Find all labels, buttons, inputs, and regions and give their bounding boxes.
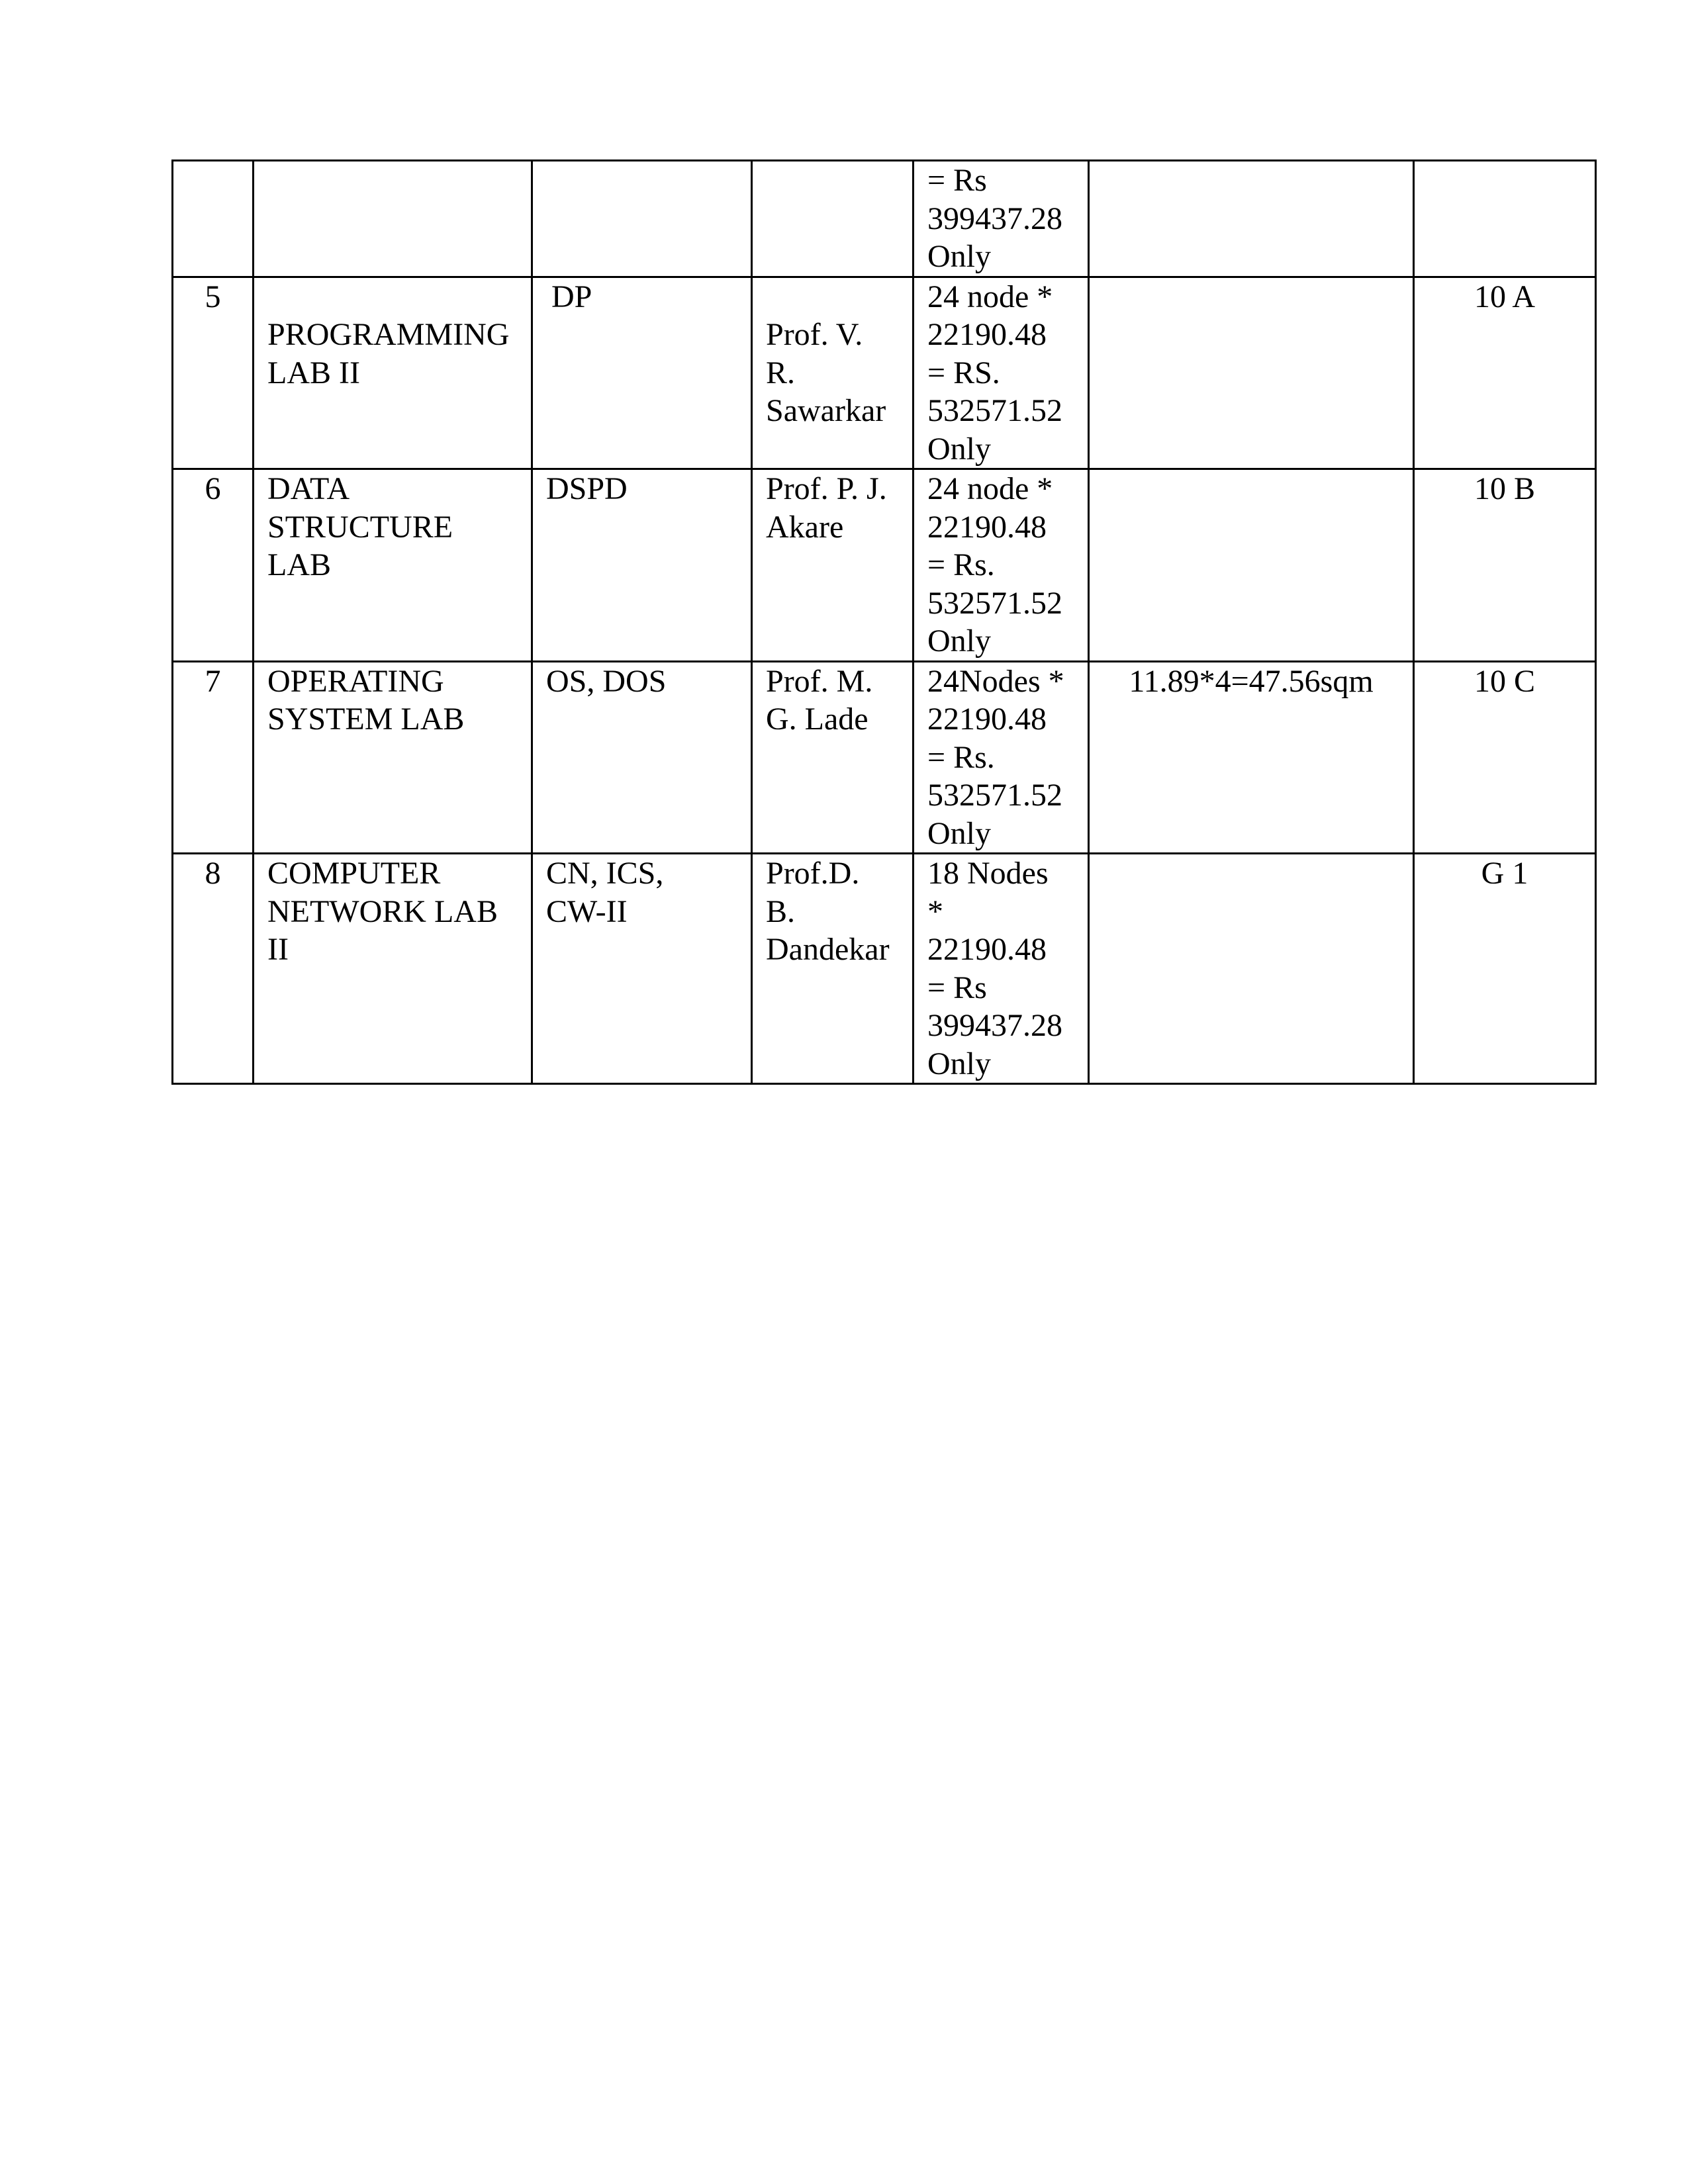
table-row: [173, 854, 1596, 1084]
sr-no-cell: 7: [173, 661, 254, 854]
lab-name-cell: PROGRAMMING LAB II: [254, 277, 532, 469]
subjects-cell: CN, ICS, CW-II: [532, 854, 752, 1084]
area-cell: [1089, 277, 1414, 469]
cost-cell: 18 Nodes * 22190.48 = Rs 399437.28 Only: [914, 854, 1089, 1084]
incharge-cell: [752, 161, 914, 277]
table-row: [173, 277, 1596, 469]
cost-cell: 24Nodes * 22190.48 = Rs. 532571.52 Only: [914, 661, 1089, 854]
table-row: [173, 661, 1596, 854]
table-row: [173, 161, 1596, 277]
lab-name-cell: [254, 161, 532, 277]
room-cell: 10 C: [1414, 661, 1596, 854]
sr-no-cell: [173, 161, 254, 277]
cost-cell: 24 node * 22190.48 = Rs. 532571.52 Only: [914, 469, 1089, 662]
incharge-cell: Prof. V. R. Sawarkar: [752, 277, 914, 469]
subjects-cell: OS, DOS: [532, 661, 752, 854]
lab-table: [171, 159, 1597, 1085]
area-cell: 11.89*4=47.56sqm: [1089, 661, 1414, 854]
lab-name-cell: DATA STRUCTURE LAB: [254, 469, 532, 662]
subjects-cell: [532, 161, 752, 277]
incharge-cell: Prof. P. J. Akare: [752, 469, 914, 662]
room-cell: G 1: [1414, 854, 1596, 1084]
incharge-cell: Prof.D. B. Dandekar: [752, 854, 914, 1084]
cost-cell: 24 node * 22190.48 = RS. 532571.52 Only: [914, 277, 1089, 469]
sr-no-cell: 6: [173, 469, 254, 662]
room-cell: [1414, 161, 1596, 277]
subjects-cell: DP: [532, 277, 752, 469]
incharge-cell: Prof. M. G. Lade: [752, 661, 914, 854]
sr-no-cell: 5: [173, 277, 254, 469]
lab-name-cell: COMPUTER NETWORK LAB II: [254, 854, 532, 1084]
area-cell: [1089, 469, 1414, 662]
sr-no-cell: 8: [173, 854, 254, 1084]
lab-name-cell: OPERATING SYSTEM LAB: [254, 661, 532, 854]
cost-cell: = Rs 399437.28 Only: [914, 161, 1089, 277]
subjects-cell: DSPD: [532, 469, 752, 662]
room-cell: 10 B: [1414, 469, 1596, 662]
room-cell: 10 A: [1414, 277, 1596, 469]
area-cell: [1089, 161, 1414, 277]
table-row: [173, 469, 1596, 662]
area-cell: [1089, 854, 1414, 1084]
